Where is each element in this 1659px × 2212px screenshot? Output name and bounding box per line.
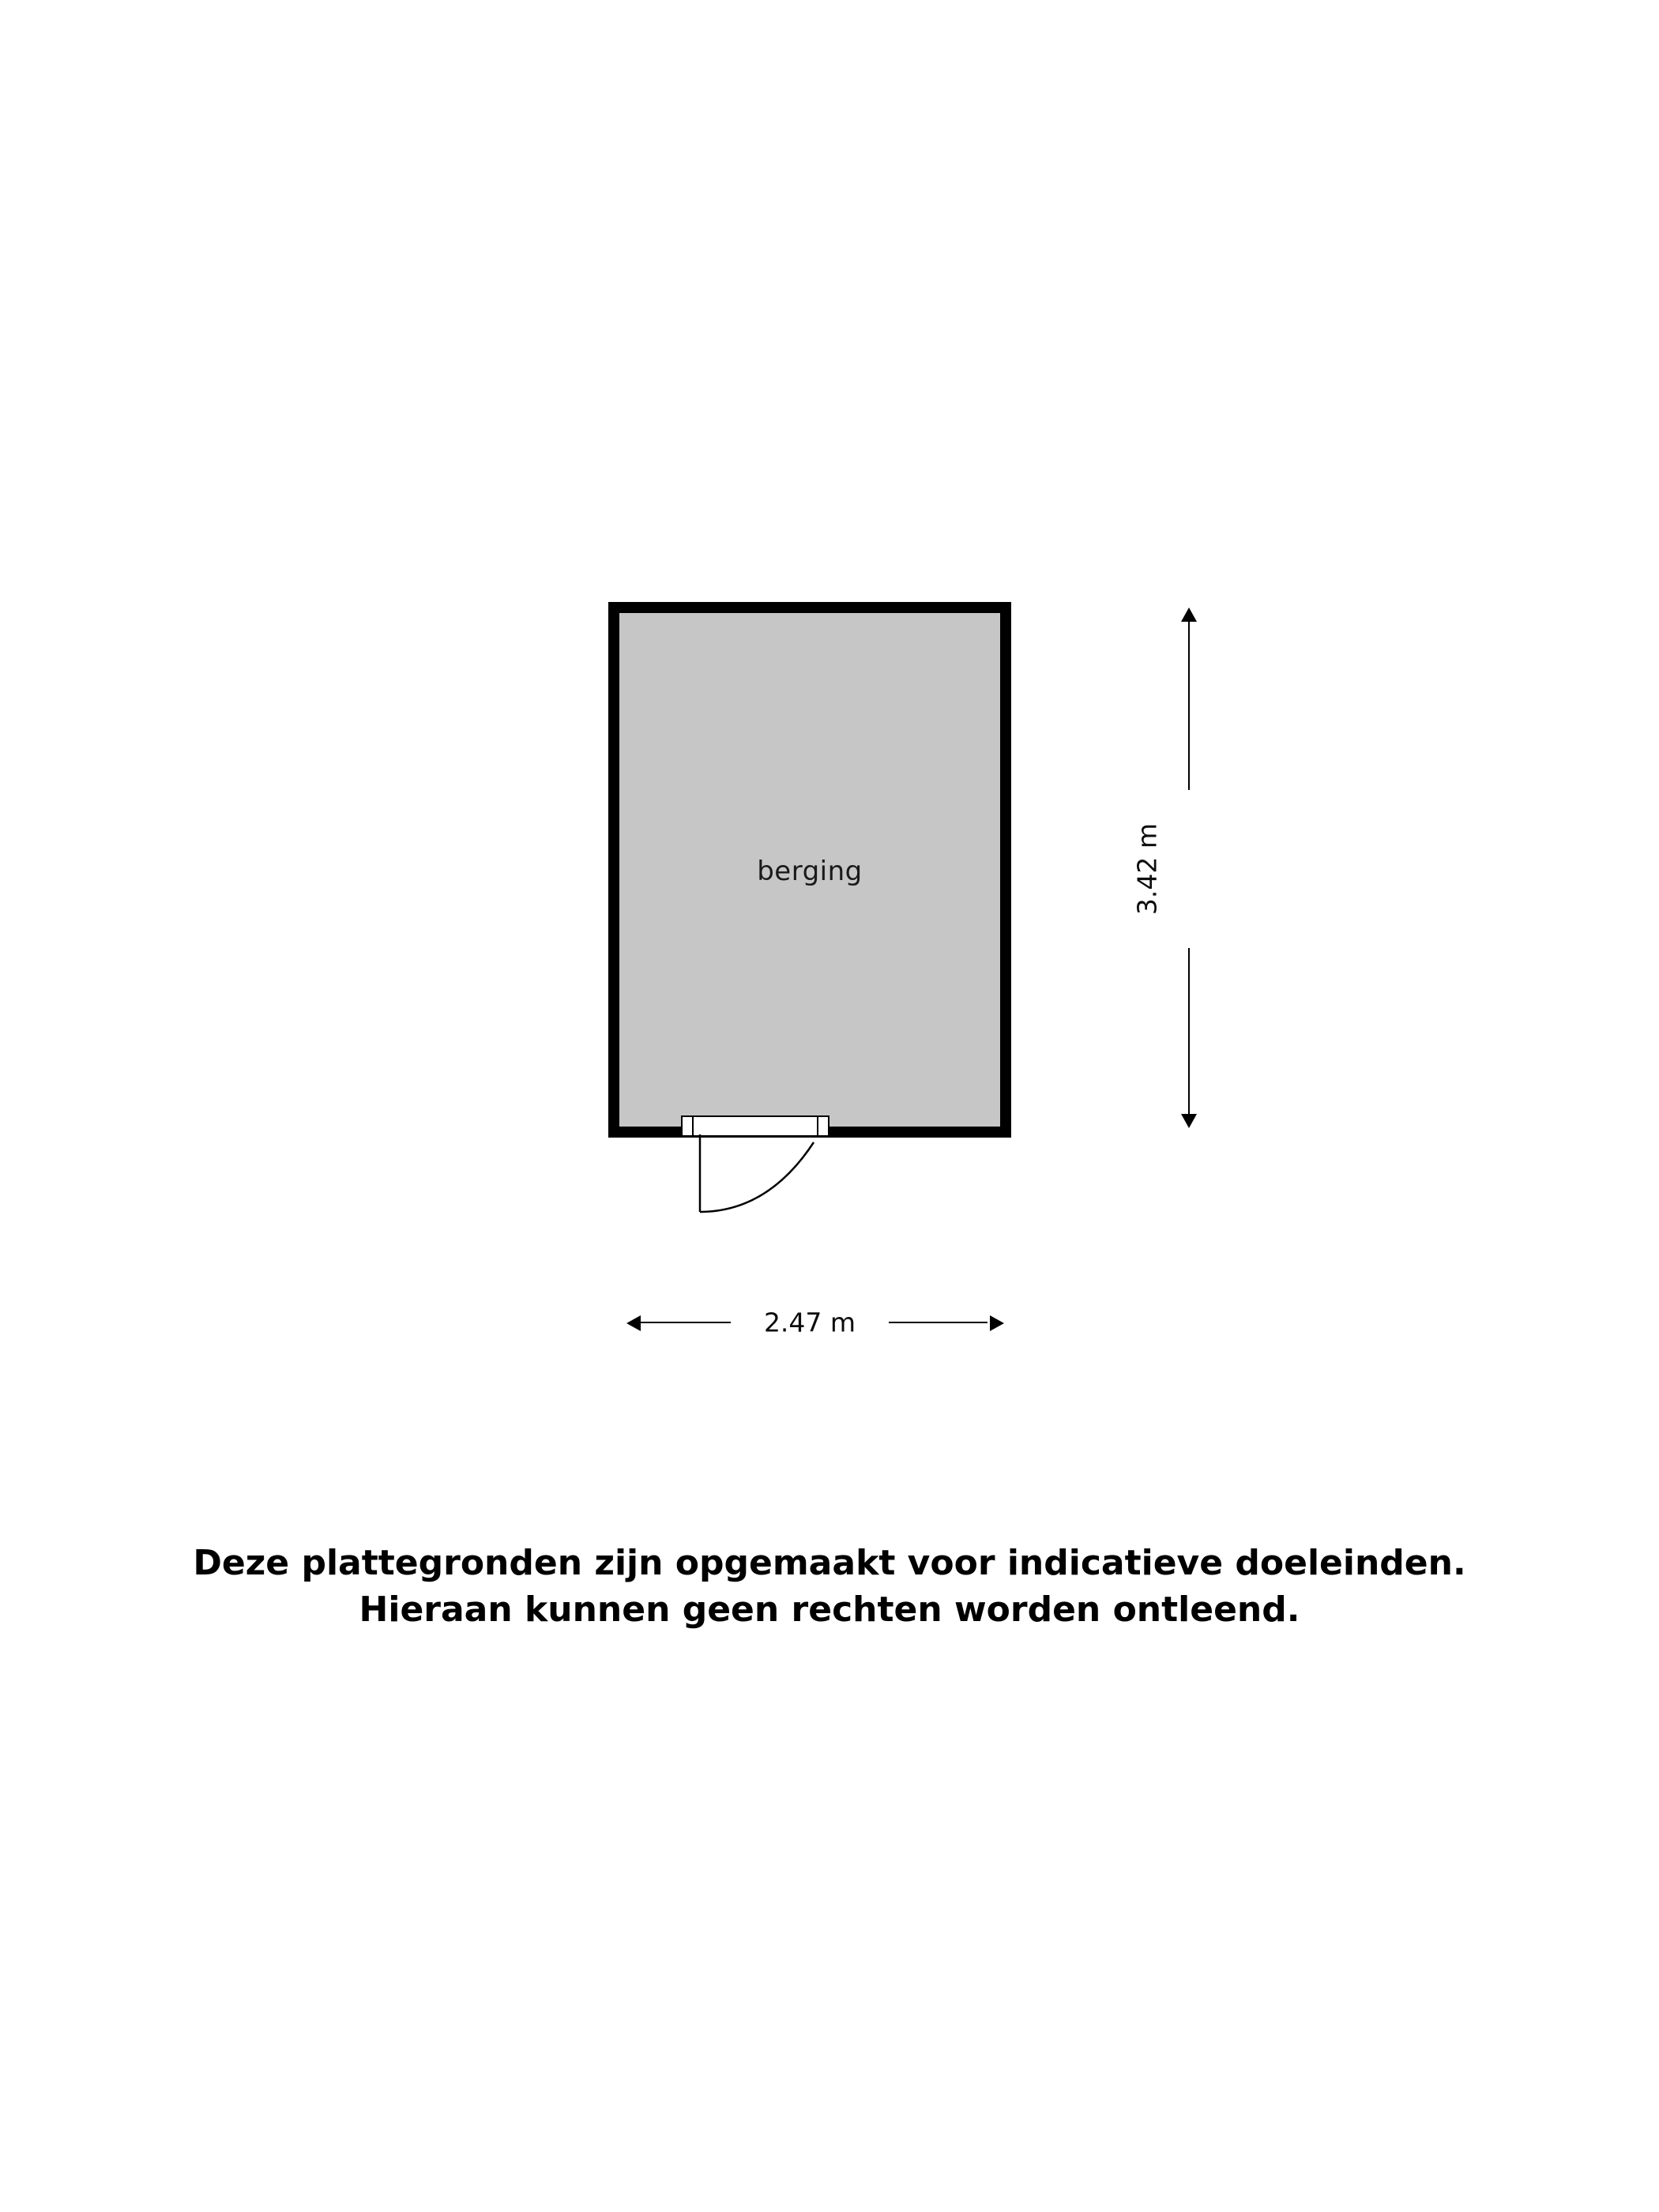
dimension-height-label: 3.42 m <box>1131 822 1163 916</box>
dimension-arrow-up-icon <box>1181 608 1197 622</box>
dimension-arrow-right-icon <box>990 1315 1004 1331</box>
dimension-width-label: 2.47 m <box>763 1307 856 1338</box>
door-swing-arc-icon <box>681 1133 839 1226</box>
dimension-arrow-down-icon <box>1181 1114 1197 1128</box>
dimension-arrow-left-icon <box>626 1315 641 1331</box>
room-label-berging: berging <box>757 856 863 887</box>
disclaimer-line-2: Hieraan kunnen geen rechten worden ontleend. <box>359 1589 1300 1630</box>
disclaimer-text <box>0 1540 1659 1633</box>
door-berging <box>681 1115 839 1226</box>
disclaimer-line-1: Deze plattegronden zijn opgemaakt voor indicatieve doeleinden. <box>193 1543 1466 1583</box>
dimension-vertical-text-gap <box>1182 790 1196 948</box>
